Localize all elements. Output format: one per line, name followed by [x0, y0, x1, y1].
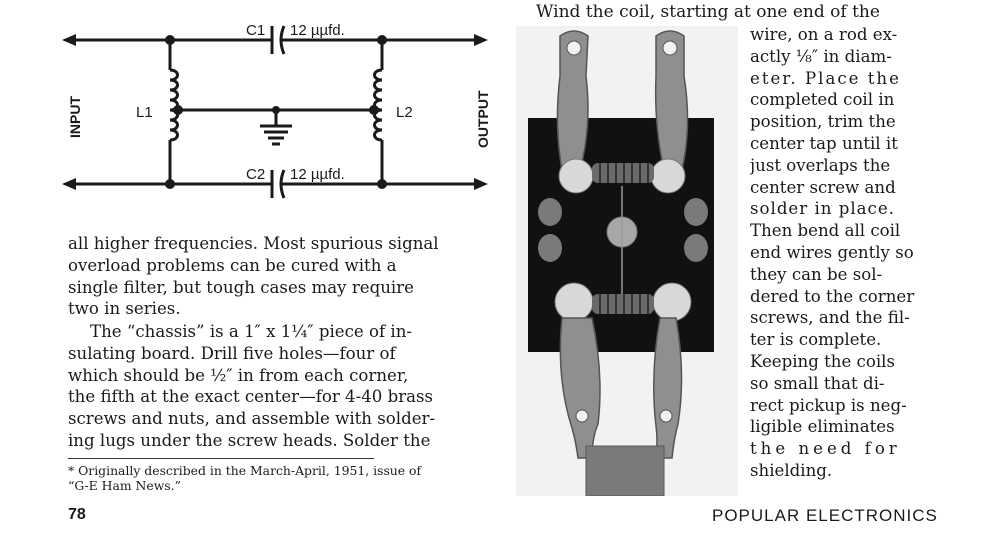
- body-line: the fifth at the exact center—for 4-40 brass: [68, 387, 434, 407]
- magazine-name: POPULAR ELECTRONICS: [712, 506, 938, 525]
- filter-schematic: [56, 14, 496, 214]
- body-line: single filter, but tough cases may require: [68, 277, 414, 297]
- body-line: position, trim the: [750, 112, 896, 132]
- body-line: ing lugs under the screw heads. Solder the: [68, 430, 431, 450]
- input-label: INPUT: [67, 96, 83, 138]
- body-line: sulating board. Drill five holes—four of: [68, 343, 396, 363]
- body-line: ligible eliminates: [750, 417, 895, 437]
- filter-photo: [516, 26, 738, 496]
- body-line: screws, and the fil-: [750, 308, 910, 328]
- l2-label: L2: [396, 104, 413, 121]
- body-line: completed coil in: [750, 90, 895, 110]
- body-line: all higher frequencies. Most spurious signal: [68, 234, 439, 253]
- c1-label: C1: [246, 22, 266, 39]
- body-line: which should be ½″ in from each corner,: [68, 365, 409, 385]
- body-line: shielding.: [750, 460, 833, 480]
- body-line: wire, on a rod ex-: [750, 25, 898, 44]
- body-line: end wires gently so: [750, 242, 914, 262]
- body-line: ter is complete.: [750, 330, 882, 350]
- body-line: center tap until it: [750, 133, 898, 153]
- body-line: dered to the corner: [750, 286, 915, 306]
- body-line: the need for: [750, 439, 901, 459]
- footnote: [68, 463, 488, 493]
- footnote-rule: [68, 458, 374, 459]
- body-line: Keeping the coils: [750, 351, 895, 371]
- right-top-line: Wind the coil, starting at one end of the: [536, 2, 880, 22]
- body-line: overload problems can be cured with a: [68, 255, 397, 275]
- body-line: center screw and: [750, 177, 896, 197]
- body-line: screws and nuts, and assemble with solder-: [68, 409, 436, 429]
- footnote-line-1: * Originally described in the March-April, 1951, issue of: [68, 463, 422, 478]
- body-line: so small that di-: [750, 373, 885, 393]
- page-number: 78: [68, 506, 86, 523]
- right-column-text: [750, 24, 932, 482]
- output-label: OUTPUT: [475, 90, 491, 148]
- c2-value: 12 µµfd.: [290, 166, 345, 183]
- body-line: solder in place.: [750, 199, 895, 219]
- body-line: eter. Place the: [750, 68, 901, 88]
- body-line: rect pickup is neg-: [750, 395, 907, 415]
- body-line: The “chassis” is a 1″ x 1¼″ piece of in-: [90, 322, 413, 341]
- body-line: two in series.: [68, 299, 181, 319]
- footnote-line-2: “G-E Ham News.”: [68, 478, 181, 493]
- c2-label: C2: [246, 166, 266, 183]
- l1-label: L1: [136, 104, 153, 121]
- c1-value: 12 µµfd.: [290, 22, 345, 39]
- body-line: actly ⅛″ in diam-: [750, 46, 892, 66]
- body-paragraph-2: [68, 321, 486, 452]
- body-line: Then bend all coil: [750, 221, 901, 241]
- body-paragraph-1: [68, 233, 486, 320]
- body-line: just overlaps the: [750, 155, 891, 175]
- body-line: they can be sol-: [750, 264, 883, 284]
